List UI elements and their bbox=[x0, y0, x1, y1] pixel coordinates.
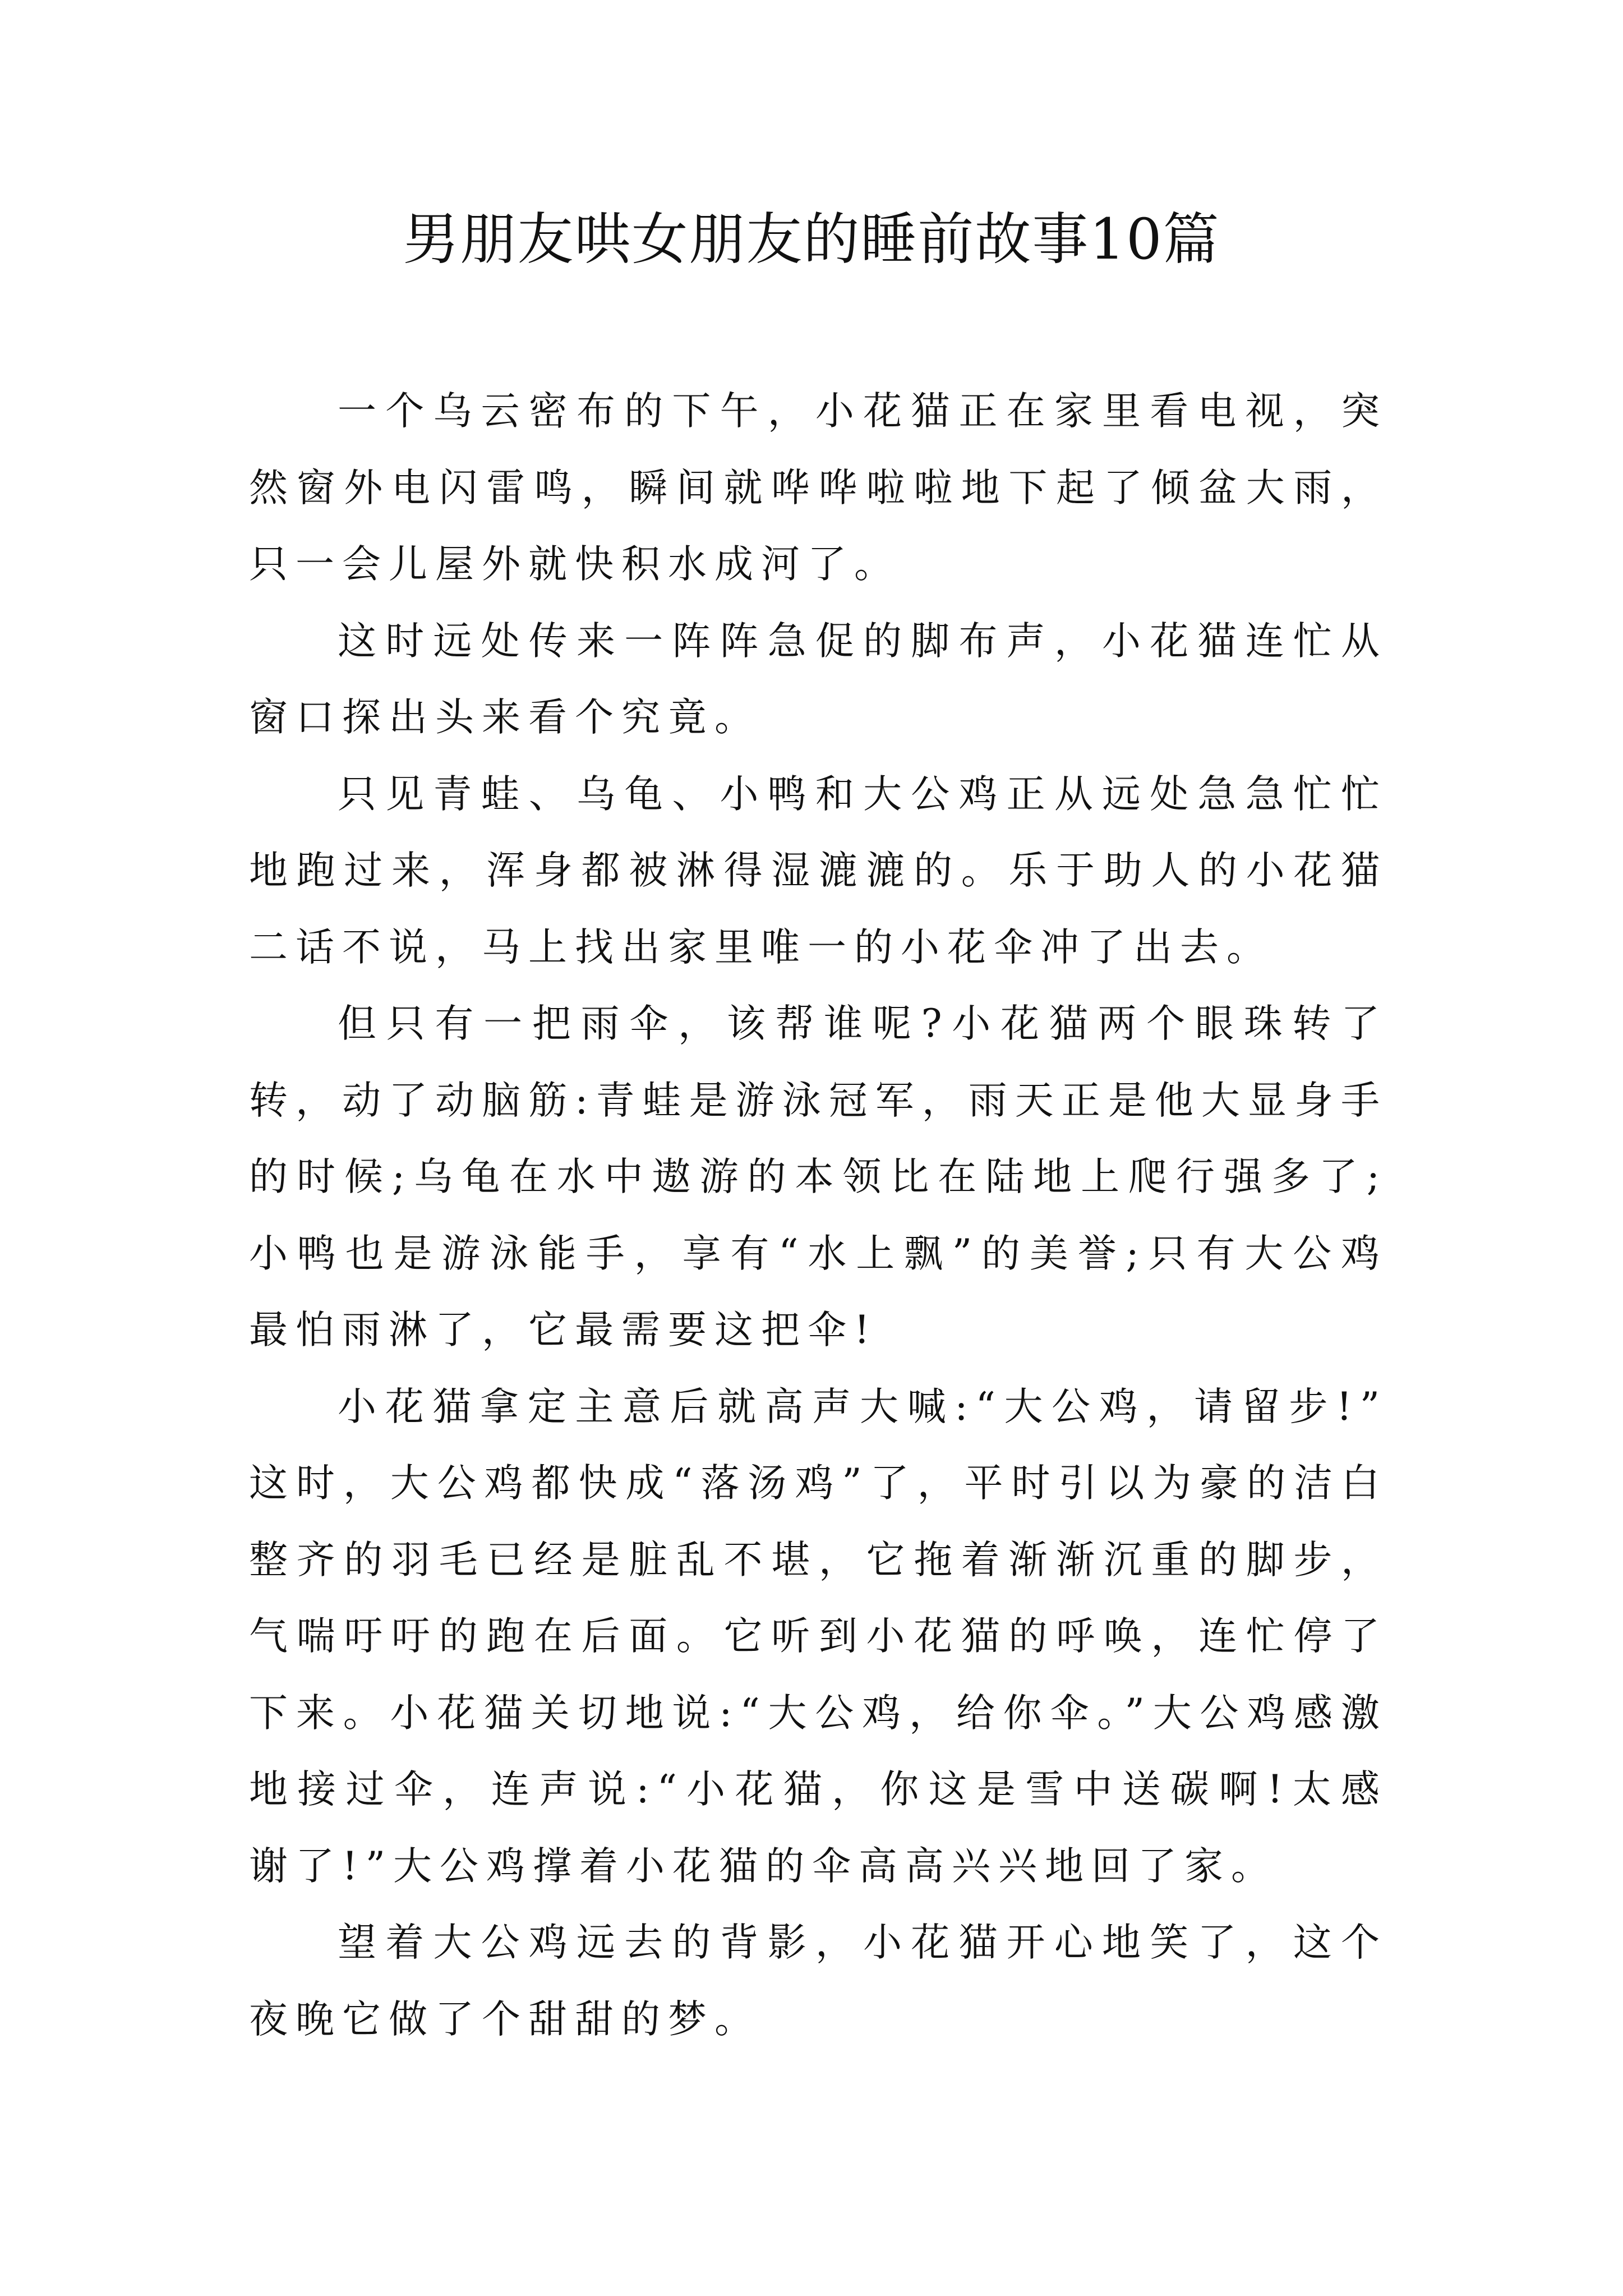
document-body bbox=[249, 373, 1387, 2058]
paragraph: 一个乌云密布的下午，小花猫正在家里看电视，突然窗外电闪雷鸣，瞬间就哗哗啦啦地下起了倾盆大雨，只一会儿屋外就快积水成河了。 bbox=[249, 389, 1387, 587]
document-title: 男朋友哄女朋友的睡前故事10篇 bbox=[403, 206, 1220, 272]
paragraph: 但只有一把雨伞，该帮谁呢?小花猫两个眼珠转了转，动了动脑筋:青蛙是游泳冠军，雨天正是他大显身手的时候;乌龟在水中遨游的本领比在陆地上爬行强多了;小鸭也是游泳能手，享有“水上飘”的美誉;只有大公鸡最怕雨淋了，它最需要这把伞! bbox=[249, 1001, 1387, 1352]
paragraph: 望着大公鸡远去的背影，小花猫开心地笑了，这个夜晚它做了个甜甜的梦。 bbox=[249, 1920, 1387, 2042]
paragraph: 小花猫拿定主意后就高声大喊:“大公鸡，请留步!”这时，大公鸡都快成“落汤鸡”了，平时引以为豪的洁白整齐的羽毛已经是脏乱不堪，它拖着渐渐沉重的脚步，气喘吁吁的跑在后面。它听到小花猫的呼唤，连忙停了下来。小花猫关切地说:“大公鸡，给你伞。”大公鸡感激地接过伞，连声说:“小花猫，你这是雪中送碳啊!太感谢了!”大公鸡撑着小花猫的伞高高兴兴地回了家。 bbox=[249, 1384, 1387, 1889]
paragraph: 这时远处传来一阵阵急促的脚布声，小花猫连忙从窗口探出头来看个究竟。 bbox=[249, 618, 1387, 740]
paragraph: 只见青蛙、乌龟、小鸭和大公鸡正从远处急急忙忙地跑过来，浑身都被淋得湿漉漉的。乐于助人的小花猫二话不说，马上找出家里唯一的小花伞冲了出去。 bbox=[249, 771, 1387, 970]
